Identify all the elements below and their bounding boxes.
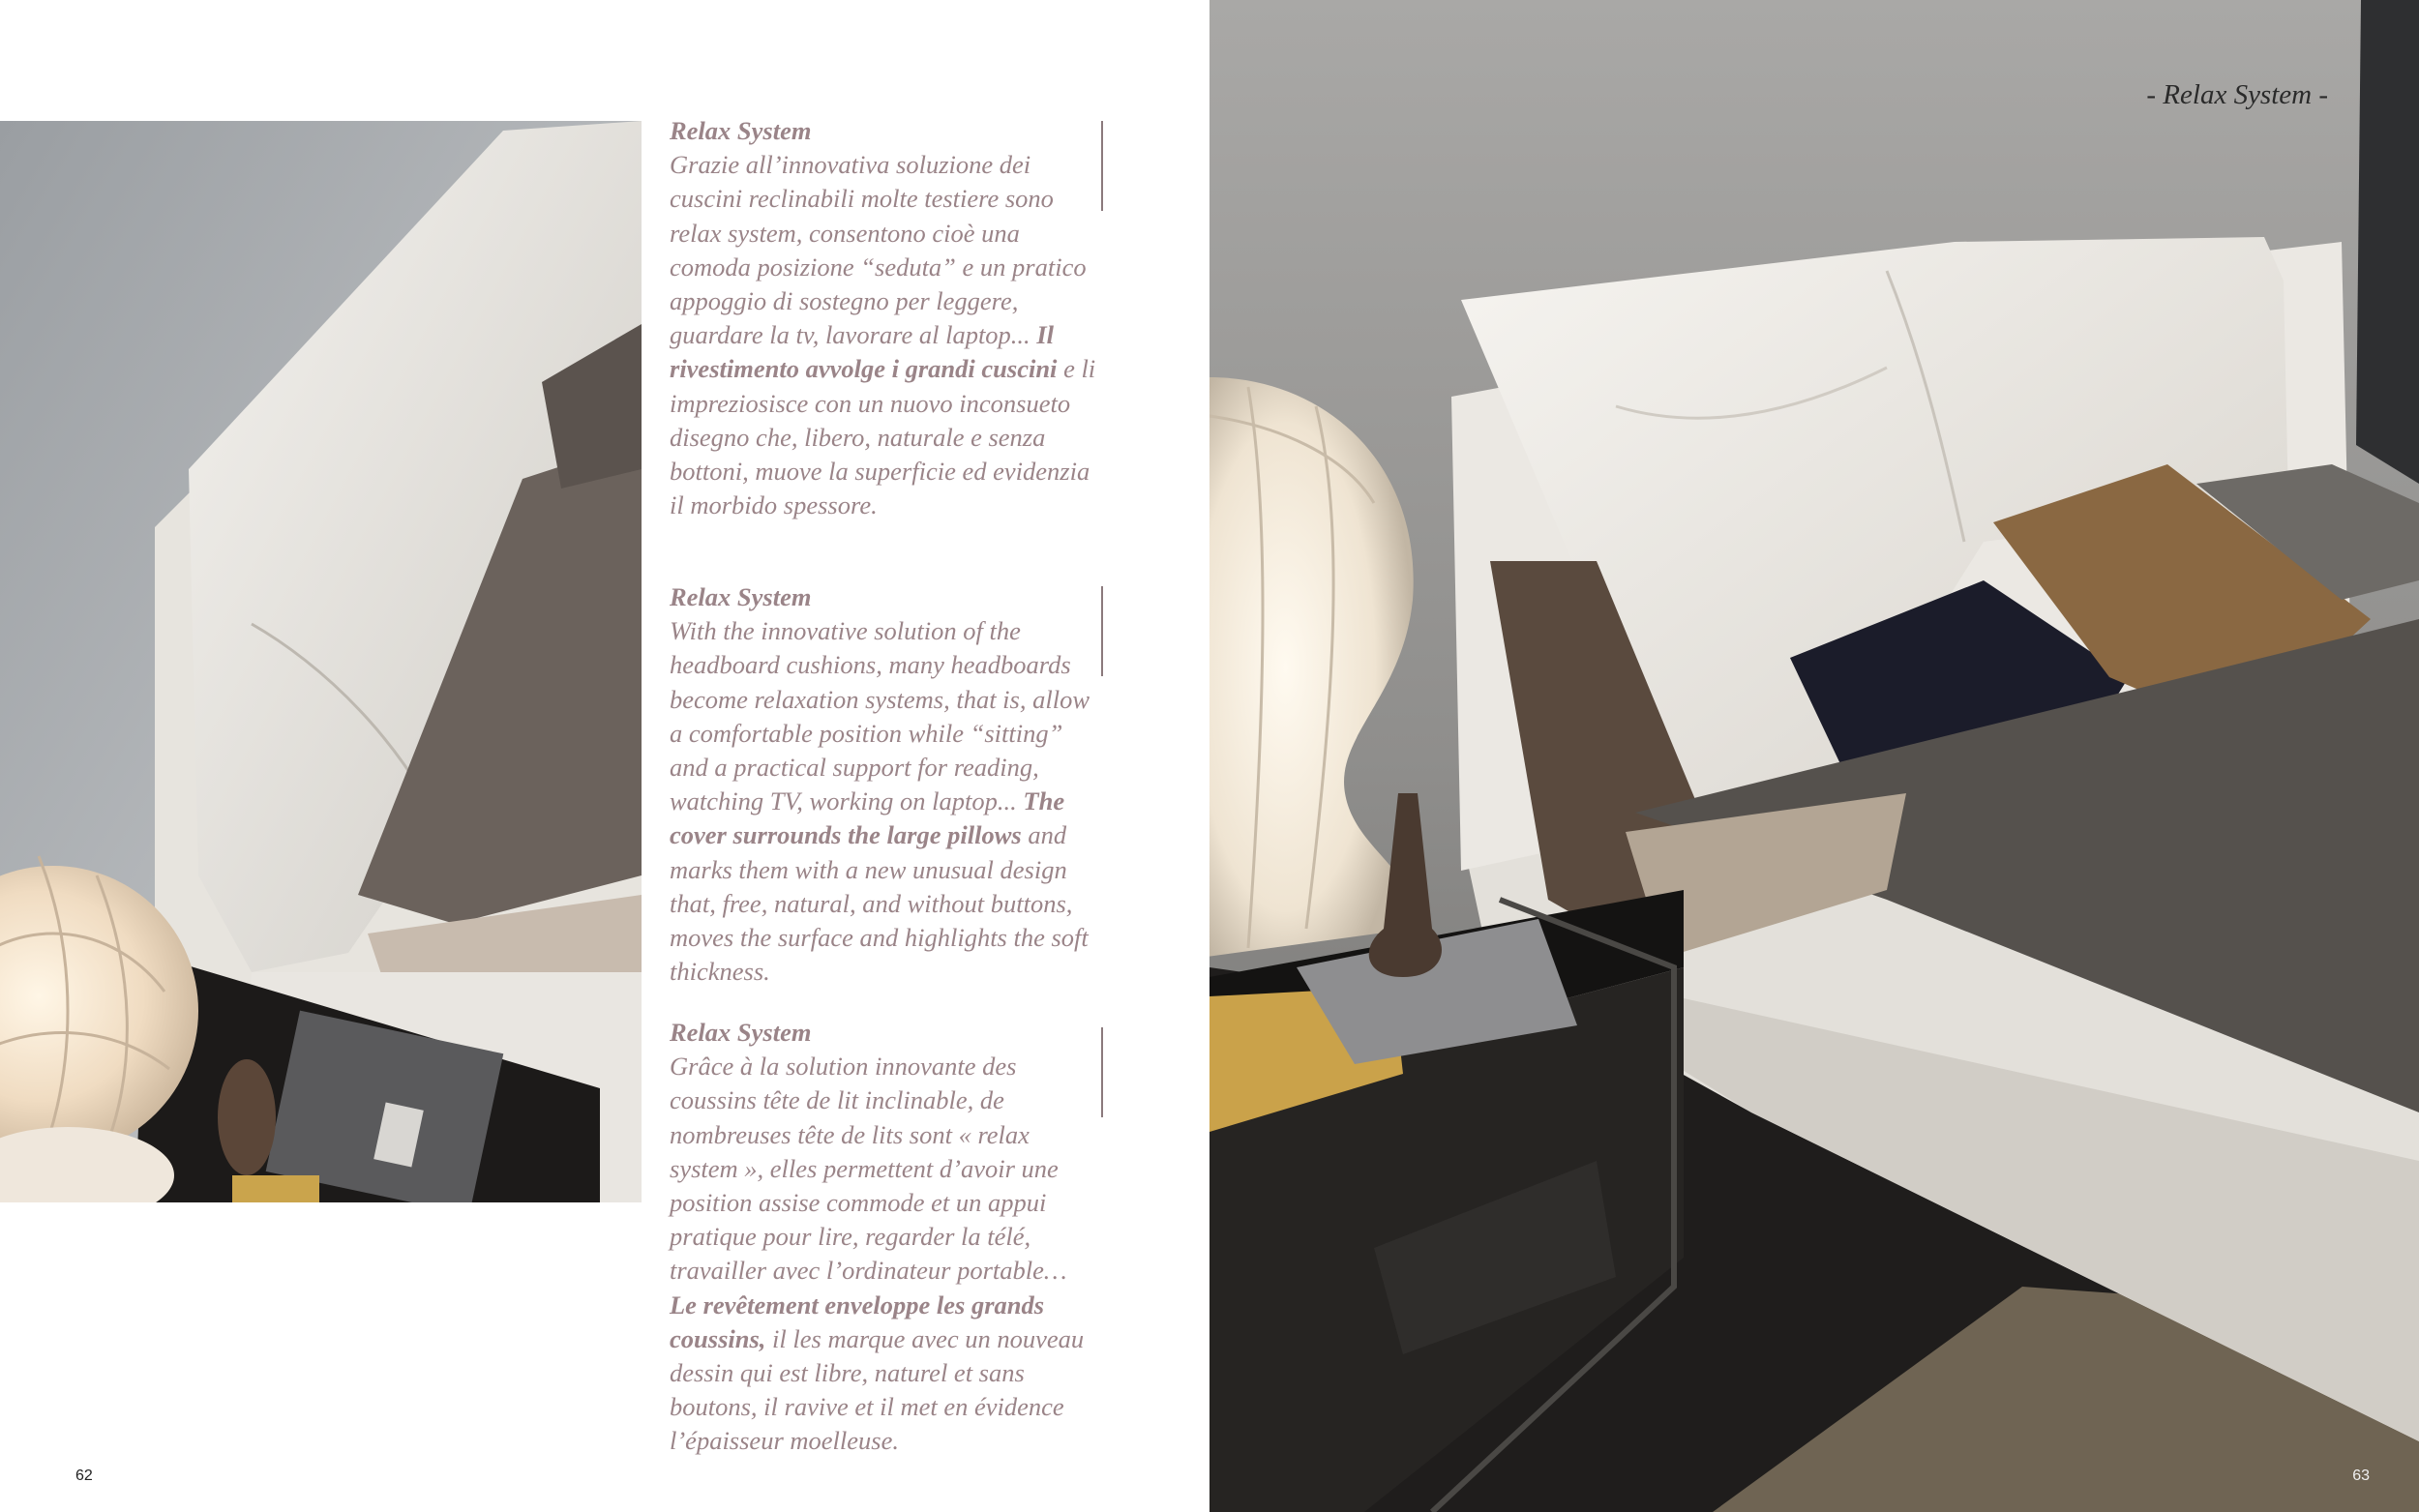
vertical-rule: [1101, 586, 1103, 676]
text-block-italian: [670, 114, 1100, 522]
section-title: Relax System: [670, 582, 812, 611]
body-text: Grâce à la solution innovante des coussins tête de lit inclinable, de nombreuses tête de lits sont « relax system », elles permettent d’avoir une position assise commode et un appui pratique pour lire, regarder la télé, travailler avec l’ordinateur portable…: [670, 1052, 1067, 1286]
right-page: [1210, 0, 2419, 1512]
body-text: and marks them with a new unusual design that, free, natural, and without buttons, moves the surface and highlights the soft thickness.: [670, 820, 1089, 987]
text-block-french: [670, 1016, 1100, 1459]
page-number-left: 62: [75, 1468, 93, 1484]
body-text: e li impreziosisce con un nuovo inconsueto disegno che, libero, naturale e senza bottoni, muove la superficie ed evidenzia il morbido spessore.: [670, 354, 1096, 520]
body-text-bold: Il rivestimento avvolge i grandi cuscini: [670, 320, 1058, 384]
text-block-english: [670, 580, 1100, 989]
vertical-rule: [1101, 1027, 1103, 1117]
bed-headboard-photo-left: [0, 121, 642, 1202]
body-text: With the innovative solution of the headboard cushions, many headboards become relaxation systems, that is, allow a comfortable position while “sitting” and a practical support for reading, watching TV, working on laptop...: [670, 616, 1090, 816]
vertical-rule: [1101, 121, 1103, 211]
section-title: Relax System: [670, 1018, 812, 1047]
body-text: Grazie all’innovativa soluzione dei cuscini reclinabili molte testiere sono relax system, consentono cioè una comoda posizione “seduta” e un pratico appoggio di sostegno per leggere, guardare la tv, lavorare al laptop...: [670, 150, 1087, 350]
body-text-bold: Le revêtement enveloppe les grands coussins,: [670, 1290, 1045, 1353]
section-label: - Relax System -: [2146, 79, 2328, 110]
section-title: Relax System: [670, 116, 812, 145]
bed-photo-right: [1210, 0, 2419, 1512]
body-text: il les marque avec un nouveau dessin qui est libre, naturel et sans boutons, il ravive et il met en évidence l’épaisseur moelleuse.: [670, 1323, 1085, 1456]
body-text-bold: The cover surrounds the large pillows: [670, 786, 1065, 850]
page-number-right: 63: [2352, 1468, 2370, 1484]
